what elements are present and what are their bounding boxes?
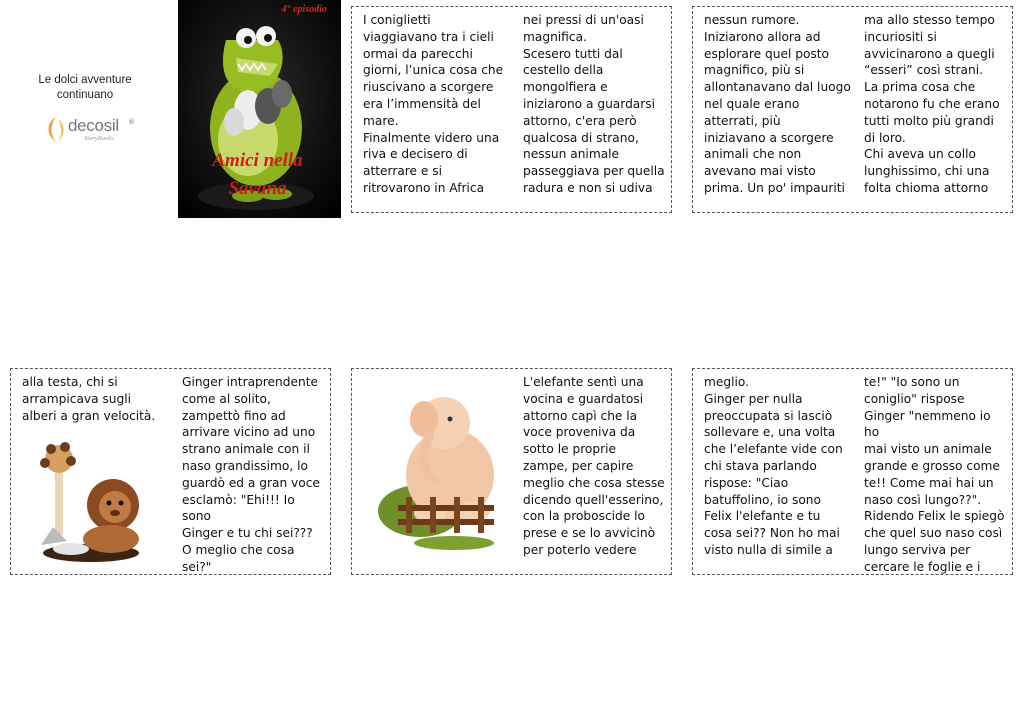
story-text-right: te!" "Io sono un coniglio" rispose Ginger "nemmeno io ho mai visto un animale grande e grosso come te!! Come mai hai un naso così lungo??". Ridendo Felix le spiegò che quel suo naso così lungo serviva per cercare le foglie e i (864, 375, 1005, 574)
story-text-left: I coniglietti viaggiavano tra i cieli ormai da parecchi giorni, l’unica cosa che riuscivano a scorgere era l’immensità del mare. Finalmente videro una riva e decisero di atterrare e si ritrovarono in Africa (363, 13, 504, 195)
elephant-illustration (370, 383, 510, 553)
logo-tagline: StoryBooks (84, 135, 114, 142)
story-card-1 (351, 6, 672, 213)
story-text-right: Ginger intraprendente come al solito, zampettò fino ad arrivare vicino ad uno strano animale con il naso grandissimo, lo guardò ed a gran voce esclamò: "Ehi!!! Io sono Ginger e tu chi sei??? O meglio che cosa sei?" (182, 375, 320, 574)
story-card-3 (10, 368, 331, 575)
story-text-left: meglio. Ginger per nulla preoccupata si lasciò sollevare e, una volta che l’elefante vide con chi stava parlando rispose: "Ciao batuffolino, io sono Felix l'elefante e tu cosa sei?? Non ho mai visto nulla di simile a (704, 375, 843, 557)
story-text-right: ma allo stesso tempo incuriositi si avvicinarono a quegli “esseri” così strani. La prima cosa che notarono fu che erano tutti molto più grandi di loro. Chi aveva un collo lunghissimo, chi una folta chioma attorno (864, 13, 1000, 195)
leaf-logo-icon (44, 115, 68, 145)
book-cover (178, 0, 341, 218)
logo-registered: ® (128, 118, 135, 126)
intro-text: Le dolci avventure continuano (38, 74, 132, 101)
story-card-4 (351, 368, 672, 575)
cover-title-line1: Amici nella (212, 150, 303, 171)
story-card-5 (692, 368, 1013, 575)
story-text-left: alla testa, chi si arrampicava sugli alberi a gran velocità. (22, 375, 156, 423)
story-card-2 (692, 6, 1013, 213)
decosil-logo (44, 115, 144, 147)
logo-name: decosil (68, 116, 119, 135)
episode-label: 4° episodio (281, 4, 327, 15)
story-text-right: nei pressi di un'oasi magnifica. Scesero tutti dal cestello della mongolfiera e iniziarono a guardarsi attorno, c'era però qualcosa di strano, nessun animale passeggiava per quella radura e non si udiva (523, 13, 665, 195)
cover-title-line2: Savana (228, 178, 287, 199)
story-text-right: L'elefante sentì una vocina e guardatosi attorno capì che la voce proveniva da sotto le proprie zampe, per capire meglio che cosa stesse dicendo quell'esserino, con la proboscide lo prese e se lo avvicinò per poterlo vedere (523, 375, 665, 557)
story-text-left: nessun rumore. Iniziarono allora ad esplorare quel posto magnifico, più si allontanavano dal luogo nel quale erano atterrati, più iniziavano a scorgere animali che non avevano mai visto prima. Un po' impauriti (704, 13, 851, 195)
lion-illustration (31, 435, 151, 565)
